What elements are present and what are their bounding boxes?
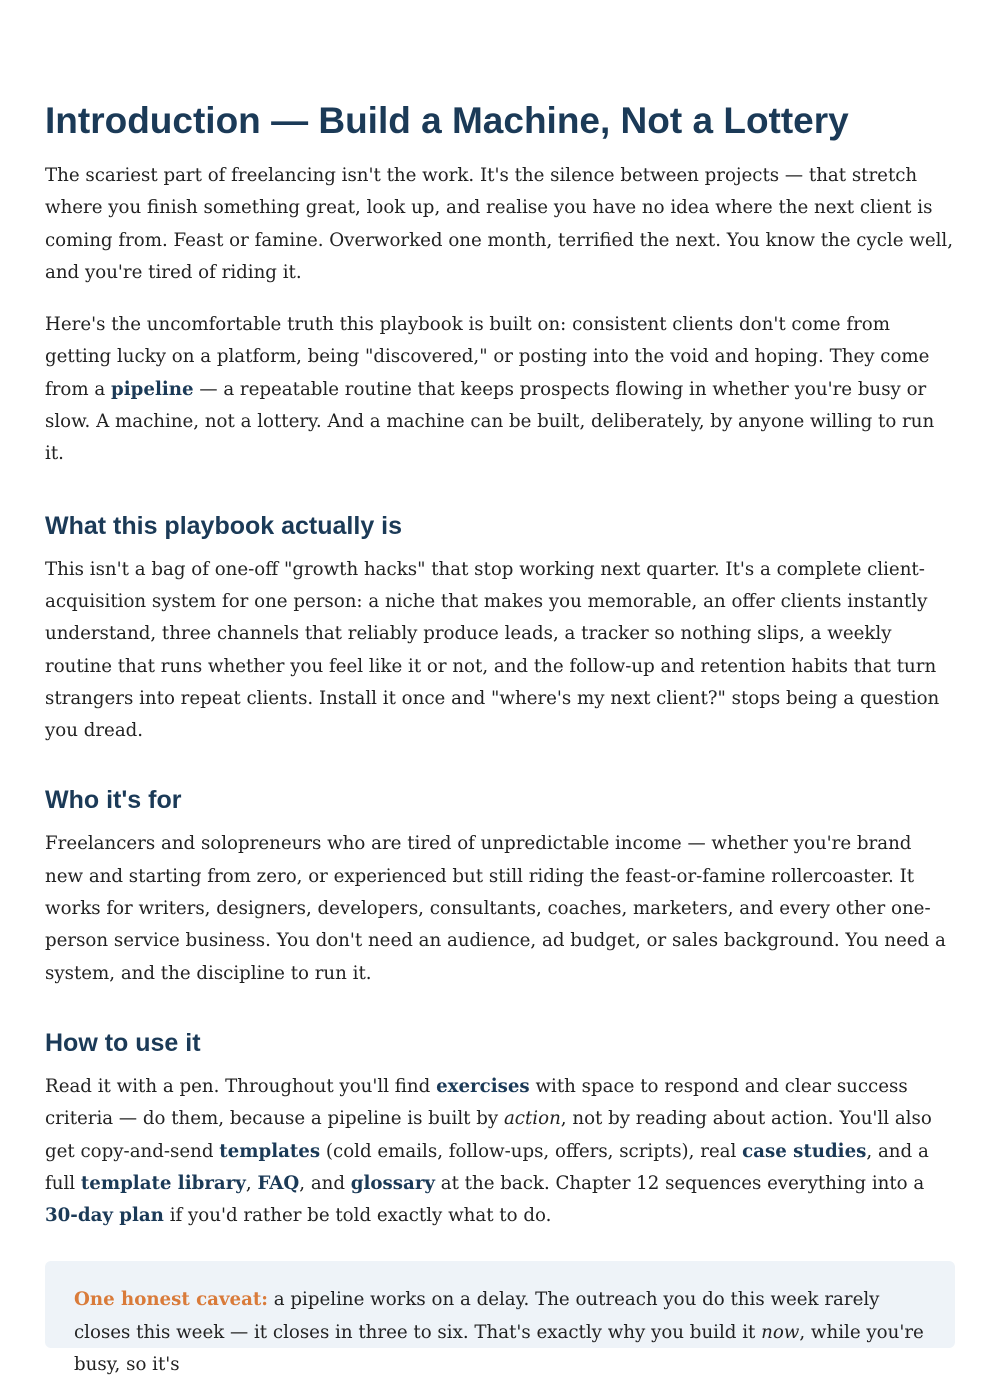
now-emphasis: now xyxy=(761,1321,800,1343)
how-text: , xyxy=(245,1172,258,1194)
how-text: , and xyxy=(299,1172,351,1194)
section-heading-how: How to use it xyxy=(45,1028,201,1057)
how-text: , not by reading about action. You'll also get copy-and-send xyxy=(45,1108,932,1162)
thirty-day-plan-term: 30-day plan xyxy=(45,1205,164,1227)
page-title: Introduction — Build a Machine, Not a Lottery xyxy=(45,100,849,141)
action-emphasis: action xyxy=(503,1108,561,1130)
how-text: (cold emails, follow-ups, offers, scripts), real xyxy=(320,1140,743,1162)
how-text: Read it with a pen. Throughout you'll find xyxy=(45,1075,437,1097)
section-body-what: This isn't a bag of one-off "growth hacks" that stop working next quarter. It's a complete client-acquisition system for one person: a niche that makes you memorable, an offer clients instantly understand, three channels that reliably produce leads, a tracker so nothing slips, a weekly routine that runs whether you feel like it or not, and the follow-up and retention habits that turn strangers into repeat clients. Install it once and "where's my next client?" stops being a question you dread. xyxy=(45,558,940,742)
section-heading-who: Who it's for xyxy=(45,786,182,815)
how-text: at the back. Chapter 12 sequences everything into a xyxy=(434,1172,925,1194)
callout-body: , while you're busy, so it's xyxy=(74,1321,924,1376)
intro-p2-text-b: — a repeatable routine that keeps prospects flowing in whether you're busy or slow. A machine, not a lottery. And a machine can be built, deliberately, by anyone willing to run it. xyxy=(45,378,935,465)
glossary-term: glossary xyxy=(350,1172,435,1194)
template-library-term: template library xyxy=(80,1172,246,1194)
caveat-label: One honest caveat: xyxy=(74,1289,268,1311)
exercises-term: exercises xyxy=(436,1075,530,1097)
callout-text xyxy=(74,1284,926,1381)
intro-paragraph-2 xyxy=(45,309,955,470)
section-body-how xyxy=(45,1071,955,1232)
document-page xyxy=(45,0,955,1376)
how-text: if you'd rather be told exactly what to do. xyxy=(163,1205,552,1227)
callout-body: a pipeline works on a delay. The outreach you do this week rarely closes this week — it closes in three to six. That's exactly why you build it xyxy=(74,1289,880,1343)
pipeline-term: pipeline xyxy=(111,378,194,400)
case-studies-term: case studies xyxy=(742,1140,867,1162)
intro-p2-text-a: Here's the uncomfortable truth this playbook is built on: consistent clients don't come from getting lucky on a platform, being "discovered," or posting into the void and hoping. They come from a xyxy=(45,314,930,400)
section-heading-what: What this playbook actually is xyxy=(45,511,403,540)
section-body-who: Freelancers and solopreneurs who are tired of unpredictable income — whether you're brand new and starting from zero, or experienced but still riding the feast-or-famine rollercoaster. It works for writers, designers, developers, consultants, coaches, marketers, and every other one-person service business. You don't need an audience, ad budget, or sales background. You need a system, and the discipline to run it. xyxy=(45,833,946,984)
templates-term: templates xyxy=(219,1140,321,1162)
faq-term: FAQ xyxy=(257,1172,300,1194)
caveat-callout xyxy=(45,1261,955,1376)
how-text: with space to respond and clear success criteria — do them, because a pipeline is built by xyxy=(45,1075,908,1130)
how-text: , and a full xyxy=(45,1140,929,1194)
intro-paragraph-1: The scariest part of freelancing isn't the work. It's the silence between projects — that stretch where you finish something great, look up, and realise you have no idea where the next client is coming from. Feast or famine. Overworked one month, terrified the next. You know the cycle well, and you're tired of riding it. xyxy=(45,165,954,283)
